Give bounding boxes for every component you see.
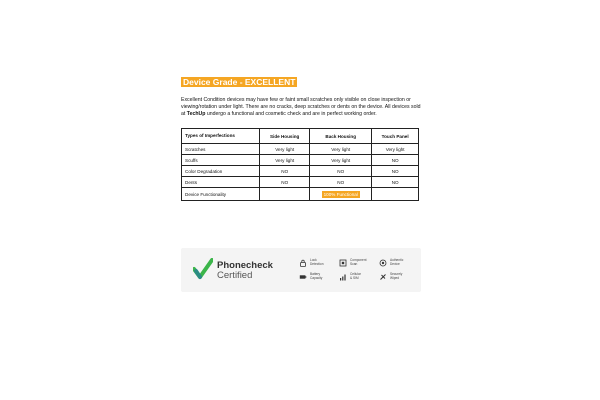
table-row [182, 177, 419, 188]
table-row [182, 155, 419, 166]
feature-line: Device [390, 261, 400, 266]
lock-icon [299, 259, 307, 267]
cell-value: Very light [372, 144, 419, 155]
description-brand: TechUp [186, 111, 206, 117]
device-grade-heading: Device Grade - EXCELLENT [183, 77, 296, 87]
imperfections-table [181, 128, 419, 201]
cell-value: NO [310, 166, 372, 177]
feature-line: Capacity [310, 275, 323, 280]
cell-value: NO [372, 155, 419, 166]
table-row [182, 144, 419, 155]
feature-item [339, 273, 379, 281]
feature-label [390, 273, 416, 280]
functional-badge: 100% Functional [323, 191, 358, 197]
feature-item [299, 273, 339, 281]
cell-value: NO [310, 177, 372, 188]
row-label: Scratches [182, 144, 260, 155]
cell-value: Very light [310, 144, 372, 155]
row-label: Color Degradation [182, 166, 260, 177]
cell-value: NO [260, 166, 310, 177]
feature-line: & SIM [350, 275, 359, 280]
secure-wipe-icon [379, 273, 387, 281]
phonecheck-name: Phonecheck [217, 260, 273, 271]
cell-value: NO [372, 166, 419, 177]
authentic-device-icon [379, 259, 387, 267]
phonecheck-certified-badge [181, 248, 421, 292]
feature-line: Battery [310, 272, 321, 276]
feature-line: Component [350, 258, 367, 262]
description-text-after: undergo a functional and cosmetic check and are in perfect working order. [205, 111, 377, 117]
battery-icon [299, 273, 307, 281]
functionality-panel [372, 188, 419, 201]
cell-value: NO [260, 177, 310, 188]
header-touch-panel: Touch Panel [372, 129, 419, 144]
functionality-back-cell [310, 188, 372, 201]
feature-line: Securely [390, 272, 403, 276]
feature-label [350, 273, 376, 280]
feature-item [299, 259, 339, 267]
cell-value: Very light [260, 155, 310, 166]
header-types: Types of Imperfections [182, 129, 260, 144]
header-back-housing: Back Housing [310, 129, 372, 144]
feature-label [310, 259, 336, 266]
table-header-row [182, 129, 419, 144]
row-label: Dents [182, 177, 260, 188]
feature-line: Scan [350, 261, 358, 266]
component-scan-icon [339, 259, 347, 267]
feature-line: Authentic [390, 258, 404, 262]
cell-value: NO [372, 177, 419, 188]
description-text-before: Excellent Condition devices may have few or faint small scratches only visible on close inspection or viewing/rotation under light. There are no cracks, deep scratches or dents on the device. All devices sold at [181, 97, 421, 117]
header-side-housing: Side Housing [260, 129, 310, 144]
table-row [182, 166, 419, 177]
feature-line: Lock [310, 258, 317, 262]
signal-icon [339, 273, 347, 281]
feature-line: Detection [310, 261, 324, 266]
feature-item [379, 273, 419, 281]
feature-item [339, 259, 379, 267]
feature-label [310, 273, 336, 280]
phonecheck-certified-label: Certified [217, 270, 253, 281]
functionality-side [260, 188, 310, 201]
phonecheck-check-icon [193, 258, 213, 280]
phonecheck-wordmark [217, 261, 273, 281]
row-label: Scuffs [182, 155, 260, 166]
feature-label [390, 259, 416, 266]
feature-line: Cellular [350, 272, 361, 276]
feature-grid [299, 259, 419, 281]
grade-document [181, 72, 421, 201]
grade-description [181, 97, 421, 118]
cell-value: Very light [310, 155, 372, 166]
functionality-label: Device Functionality [182, 188, 260, 201]
feature-item [379, 259, 419, 267]
cell-value: Very light [260, 144, 310, 155]
functionality-row [182, 188, 419, 201]
feature-line: Wiped [390, 275, 400, 280]
feature-label [350, 259, 376, 266]
